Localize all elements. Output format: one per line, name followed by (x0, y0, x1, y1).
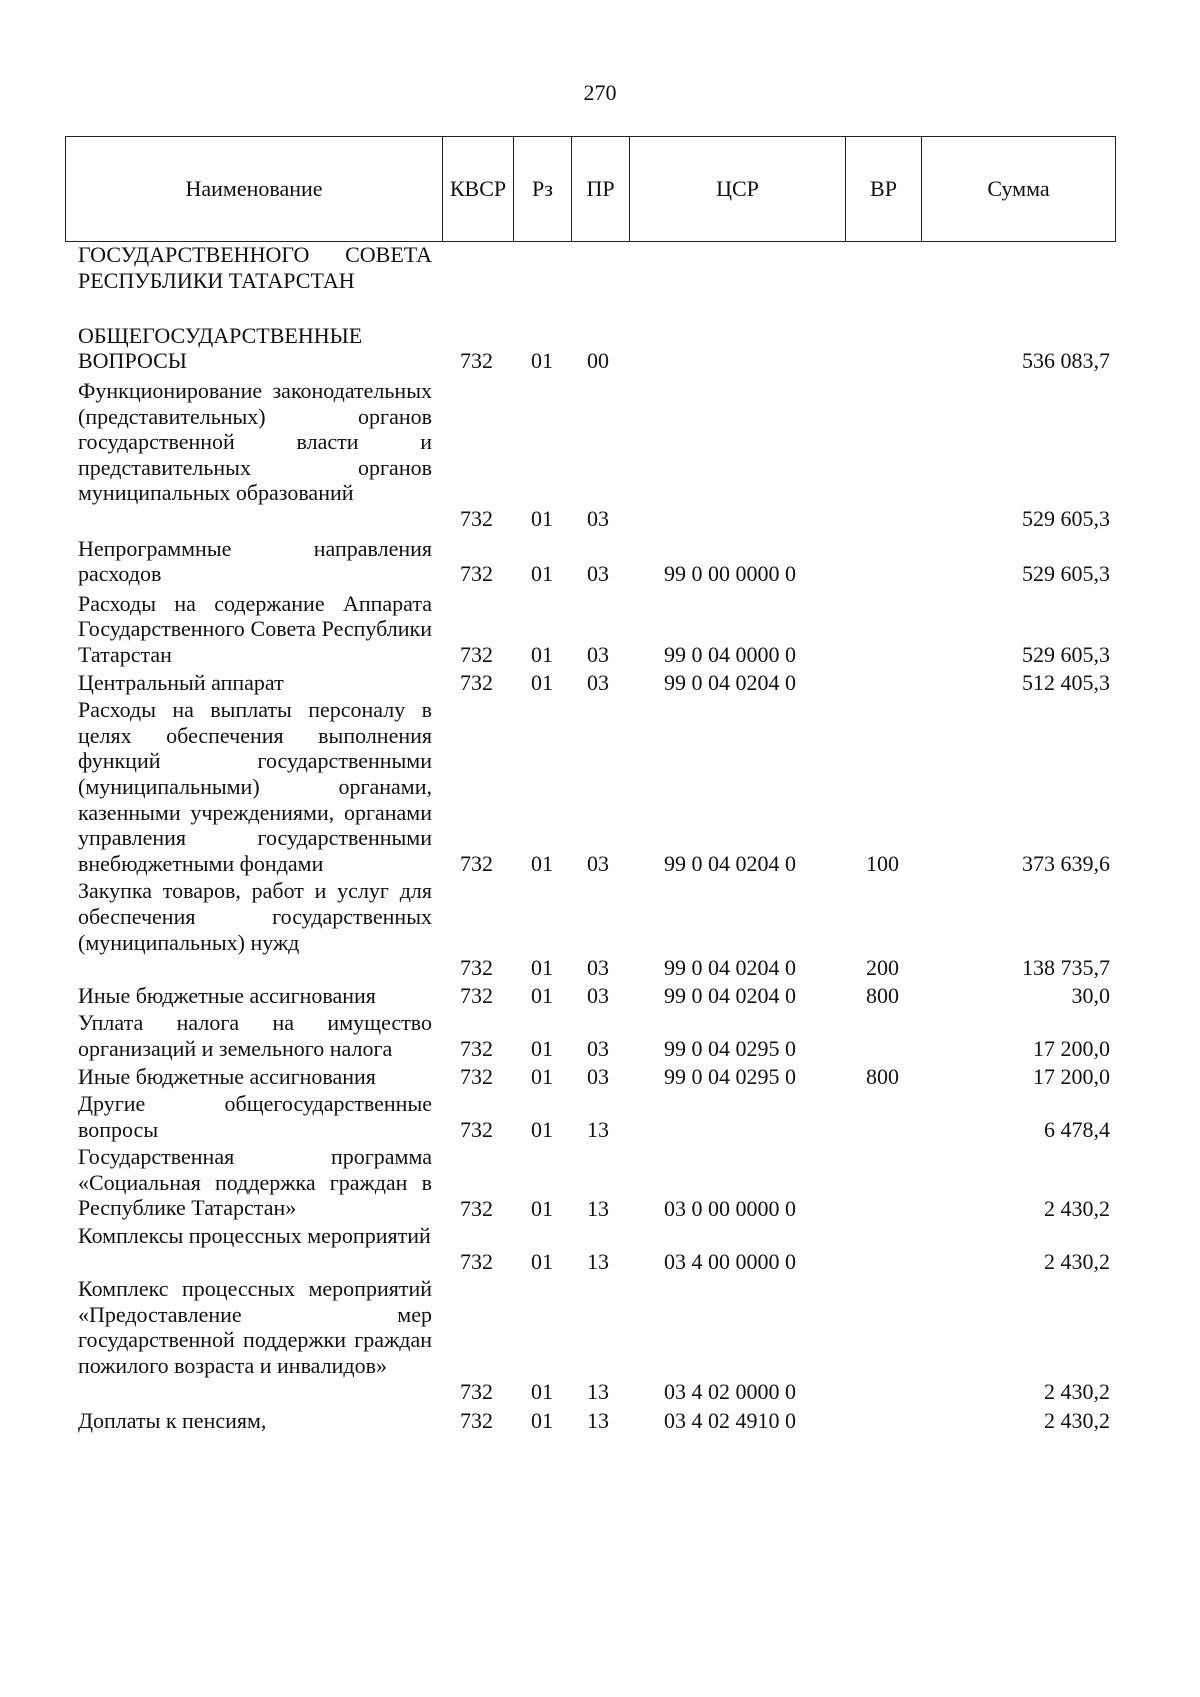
row-vr: 200 (866, 955, 899, 981)
row-csr: 03 4 02 4910 0 (664, 1408, 796, 1434)
row-kvsr: 732 (460, 669, 493, 695)
table-header (65, 136, 1116, 242)
row-kvsr: 732 (460, 561, 493, 587)
row-csr: 99 0 04 0295 0 (664, 1063, 796, 1089)
row-name: Государственная программа «Социальная поддержка граждан в Республике Татарстан» (78, 1144, 432, 1221)
row-pr: 03 (587, 1063, 609, 1089)
header-name: Наименование (66, 137, 443, 241)
row-pr: 13 (587, 1116, 609, 1142)
header-rz: Рз (514, 137, 572, 241)
row-rz: 01 (531, 1195, 553, 1221)
row-csr: 99 0 04 0204 0 (664, 955, 796, 981)
header-sum: Сумма (987, 176, 1050, 201)
row-vr: 100 (866, 850, 899, 876)
row-name: Функционирование законодательных (представительных) органов государственной власти и представительных органов муниципальных образований (78, 377, 432, 506)
table-body (0, 242, 1200, 1434)
row-sum: 529 605,3 (1022, 561, 1110, 587)
table-row (0, 378, 1200, 532)
row-name: Расходы на содержание Аппарата Государственного Совета Республики Татарстан (78, 590, 432, 667)
row-kvsr: 732 (460, 1195, 493, 1221)
table-row (0, 1091, 1200, 1142)
row-kvsr: 732 (460, 955, 493, 981)
row-sum: 529 605,3 (1022, 505, 1110, 531)
table-row (0, 1064, 1200, 1090)
row-name: Расходы на выплаты персоналу в целях обеспечения выполнения функций государственными (муниципальными) органами, казенными учреждениями, органами управления государственными внебюджетными фондами (78, 697, 432, 876)
row-vr: 800 (866, 1063, 899, 1089)
row-csr: 99 0 04 0204 0 (664, 850, 796, 876)
row-name: Иные бюджетные ассигнования (78, 982, 376, 1008)
row-rz: 01 (531, 1378, 553, 1404)
row-rz: 01 (531, 1408, 553, 1434)
page-number: 270 (583, 80, 617, 105)
row-pr: 13 (587, 1248, 609, 1274)
row-csr: 99 0 00 0000 0 (664, 561, 796, 587)
row-csr: 03 4 02 0000 0 (664, 1378, 796, 1404)
row-name: ГОСУДАРСТВЕННОГО СОВЕТА РЕСПУБЛИКИ ТАТАРСТАН (78, 242, 432, 293)
table-row (0, 1144, 1200, 1221)
table-row (0, 1276, 1200, 1404)
row-kvsr: 732 (460, 1116, 493, 1142)
row-kvsr: 732 (460, 1063, 493, 1089)
table-row (0, 591, 1200, 668)
row-csr: 99 0 04 0204 0 (664, 669, 796, 695)
row-sum: 17 200,0 (1033, 1035, 1110, 1061)
table-row (0, 1408, 1200, 1434)
header-pr: ПР (572, 137, 630, 241)
header-csr: ЦСР (630, 137, 846, 241)
row-sum: 536 083,7 (1022, 348, 1110, 374)
row-pr: 03 (587, 1035, 609, 1061)
row-sum: 529 605,3 (1022, 641, 1110, 667)
row-rz: 01 (531, 669, 553, 695)
row-rz: 01 (531, 1116, 553, 1142)
row-rz: 01 (531, 561, 553, 587)
row-rz: 01 (531, 348, 553, 374)
table-row (0, 697, 1200, 876)
table-row (0, 983, 1200, 1009)
row-kvsr: 732 (460, 1035, 493, 1061)
row-sum: 30,0 (1071, 982, 1110, 1008)
row-kvsr: 732 (460, 505, 493, 531)
row-rz: 01 (531, 955, 553, 981)
row-pr: 00 (587, 348, 609, 374)
row-rz: 01 (531, 982, 553, 1008)
row-kvsr: 732 (460, 1408, 493, 1434)
row-kvsr: 732 (460, 348, 493, 374)
row-pr: 03 (587, 561, 609, 587)
row-pr: 13 (587, 1378, 609, 1404)
row-rz: 01 (531, 505, 553, 531)
table-row (0, 878, 1200, 980)
row-name: Комплексы процессных мероприятий (78, 1223, 431, 1249)
row-sum: 17 200,0 (1033, 1063, 1110, 1089)
table-row (0, 323, 1200, 374)
row-kvsr: 732 (460, 641, 493, 667)
row-pr: 03 (587, 982, 609, 1008)
row-kvsr: 732 (460, 850, 493, 876)
row-pr: 03 (587, 669, 609, 695)
row-name: ОБЩЕГОСУДАРСТВЕННЫЕ ВОПРОСЫ (78, 322, 363, 374)
row-sum: 373 639,6 (1022, 850, 1110, 876)
row-csr: 99 0 04 0000 0 (664, 641, 796, 667)
table-row (0, 242, 1200, 319)
row-name: Центральный аппарат (78, 669, 284, 695)
table-row (0, 1223, 1200, 1274)
row-rz: 01 (531, 1063, 553, 1089)
header-vr: ВР (846, 137, 922, 241)
row-name: Закупка товаров, работ и услуг для обеспечения государственных (муниципальных) нужд (78, 878, 432, 955)
row-pr: 03 (587, 850, 609, 876)
row-pr: 03 (587, 955, 609, 981)
row-name: Доплаты к пенсиям, (78, 1408, 267, 1434)
row-sum: 2 430,2 (1044, 1195, 1110, 1221)
row-rz: 01 (531, 1248, 553, 1274)
row-sum: 2 430,2 (1044, 1248, 1110, 1274)
row-rz: 01 (531, 1035, 553, 1061)
row-csr: 03 0 00 0000 0 (664, 1195, 796, 1221)
row-sum: 512 405,3 (1022, 669, 1110, 695)
table-row (0, 1010, 1200, 1061)
header-kvsr: КВСР (443, 137, 514, 241)
row-rz: 01 (531, 641, 553, 667)
row-name: Иные бюджетные ассигнования (78, 1063, 376, 1089)
row-name: Непрограммные направления расходов (78, 535, 432, 587)
row-sum: 2 430,2 (1044, 1378, 1110, 1404)
row-pr: 03 (587, 505, 609, 531)
row-csr: 99 0 04 0204 0 (664, 982, 796, 1008)
row-sum: 6 478,4 (1044, 1116, 1110, 1142)
row-vr: 800 (866, 982, 899, 1008)
row-kvsr: 732 (460, 1248, 493, 1274)
row-pr: 13 (587, 1408, 609, 1434)
table-row (0, 536, 1200, 587)
row-name: Комплекс процессных мероприятий «Предоставление мер государственной поддержки граждан пожилого возраста и инвалидов» (78, 1276, 432, 1379)
row-csr: 99 0 04 0295 0 (664, 1035, 796, 1061)
row-pr: 03 (587, 641, 609, 667)
row-name: Уплата налога на имущество организаций и земельного налога (78, 1010, 432, 1061)
row-kvsr: 732 (460, 1378, 493, 1404)
row-name: Другие общегосударственные вопросы (78, 1091, 432, 1142)
row-csr: 03 4 00 0000 0 (664, 1248, 796, 1274)
row-pr: 13 (587, 1195, 609, 1221)
row-sum: 138 735,7 (1022, 955, 1110, 981)
row-sum: 2 430,2 (1044, 1408, 1110, 1434)
row-rz: 01 (531, 850, 553, 876)
table-row (0, 670, 1200, 696)
row-kvsr: 732 (460, 982, 493, 1008)
